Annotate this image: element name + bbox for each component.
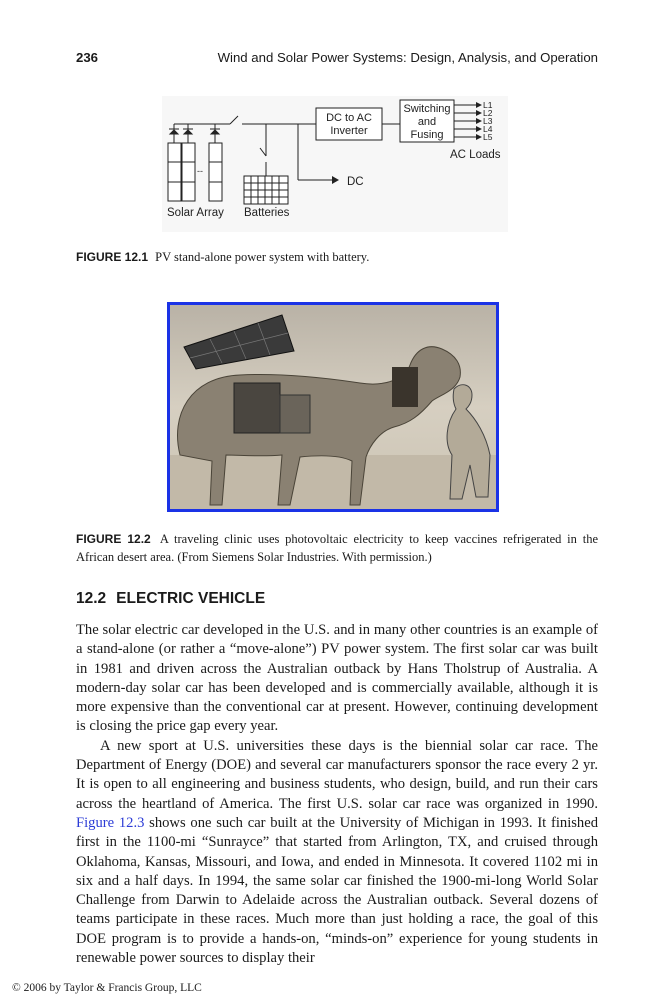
inverter-label-2: Inverter [330,125,368,137]
ac-loads-label: AC Loads [450,149,501,161]
copyright-footer: © 2006 by Taylor & Francis Group, LLC [12,982,202,994]
load-l1: L1 [483,100,493,110]
array-dots: -- [197,166,203,176]
load-l2: L2 [483,108,493,118]
paragraph-2-part-a: A new sport at U.S. universities these days is the biennial solar car race. The Department of Energy (DOE) and several car manufacturers sponsor the race every 2 yr. It is open to all engineering and business students, who design, build, and run their cars across the heartland of America. The first U.S. solar car race was organized in 1990. [76,737,598,812]
section-number: 12.2 [76,590,107,607]
batteries-label: Batteries [244,207,290,219]
body-text [76,621,598,968]
load-l5: L5 [483,132,493,142]
paragraph-2 [76,737,598,969]
figure-12-1-caption [76,248,598,266]
figure-label: FIGURE 12.1 [76,250,149,264]
switch-label-2: and [417,116,437,128]
inverter-label-1: DC to AC [326,112,372,124]
figure-12-3-link[interactable]: Figure 12.3 [76,814,145,831]
pv-system-diagram [162,96,508,232]
load-l3: L3 [483,116,493,126]
paragraph-2-part-b: shows one such car built at the University of Michigan in 1993. It finished first in the 1100-mi “Sunrayce” that started from Arlington, TX, and cruised through Oklahoma, Kansas, Missouri, and Iowa, and ended in Minnesota. It covered 1102 mi in six and a half days. In 1994, the same solar car finished the 1900-mi-long World Solar Challenge from Darwin to Adelaide across the Australian outback. Several dozens of teams participate in these races. Much more than just holding a race, the goal of this DOE program is to provide a hands-on, “minds-on” experience for young students in renewable power sources to display their [76,814,599,967]
paragraph-1: The solar electric car developed in the U.S. and in many other countries is an example of a stand-alone (or rather a “move-alone”) PV power system. The first solar car was built in 1981 and driven across the Australian outback by Hans Tholstrup of Australia. A modern-day solar car has been developed and is commercially available, although it is more expensive than the conventional car at present. However, continuing development is closing the price gap every year. [76,622,598,735]
running-title: Wind and Solar Power Systems: Design, Analysis, and Operation [217,50,598,65]
solar-array-label: Solar Array [167,207,224,219]
switch-label-1: Switching [403,103,451,115]
figure-label: FIGURE 12.2 [76,532,151,546]
section-title: ELECTRIC VEHICLE [116,590,266,607]
caption-text: A traveling clinic uses photovoltaic electricity to keep vaccines refrigerated in the African desert area. (From Siemens Solar Industries. With permission.) [76,532,598,564]
battery-bank-icon [244,176,288,204]
dc-label: DC [347,176,364,188]
section-heading [76,590,265,608]
switch-label-3: Fusing [410,129,444,141]
running-header [76,50,598,68]
figure-12-2-caption [76,530,598,566]
load-l4: L4 [483,124,493,134]
caption-text: PV stand-alone power system with battery. [155,250,370,264]
page-number: 236 [76,50,99,65]
camel-clinic-photo [167,302,499,512]
